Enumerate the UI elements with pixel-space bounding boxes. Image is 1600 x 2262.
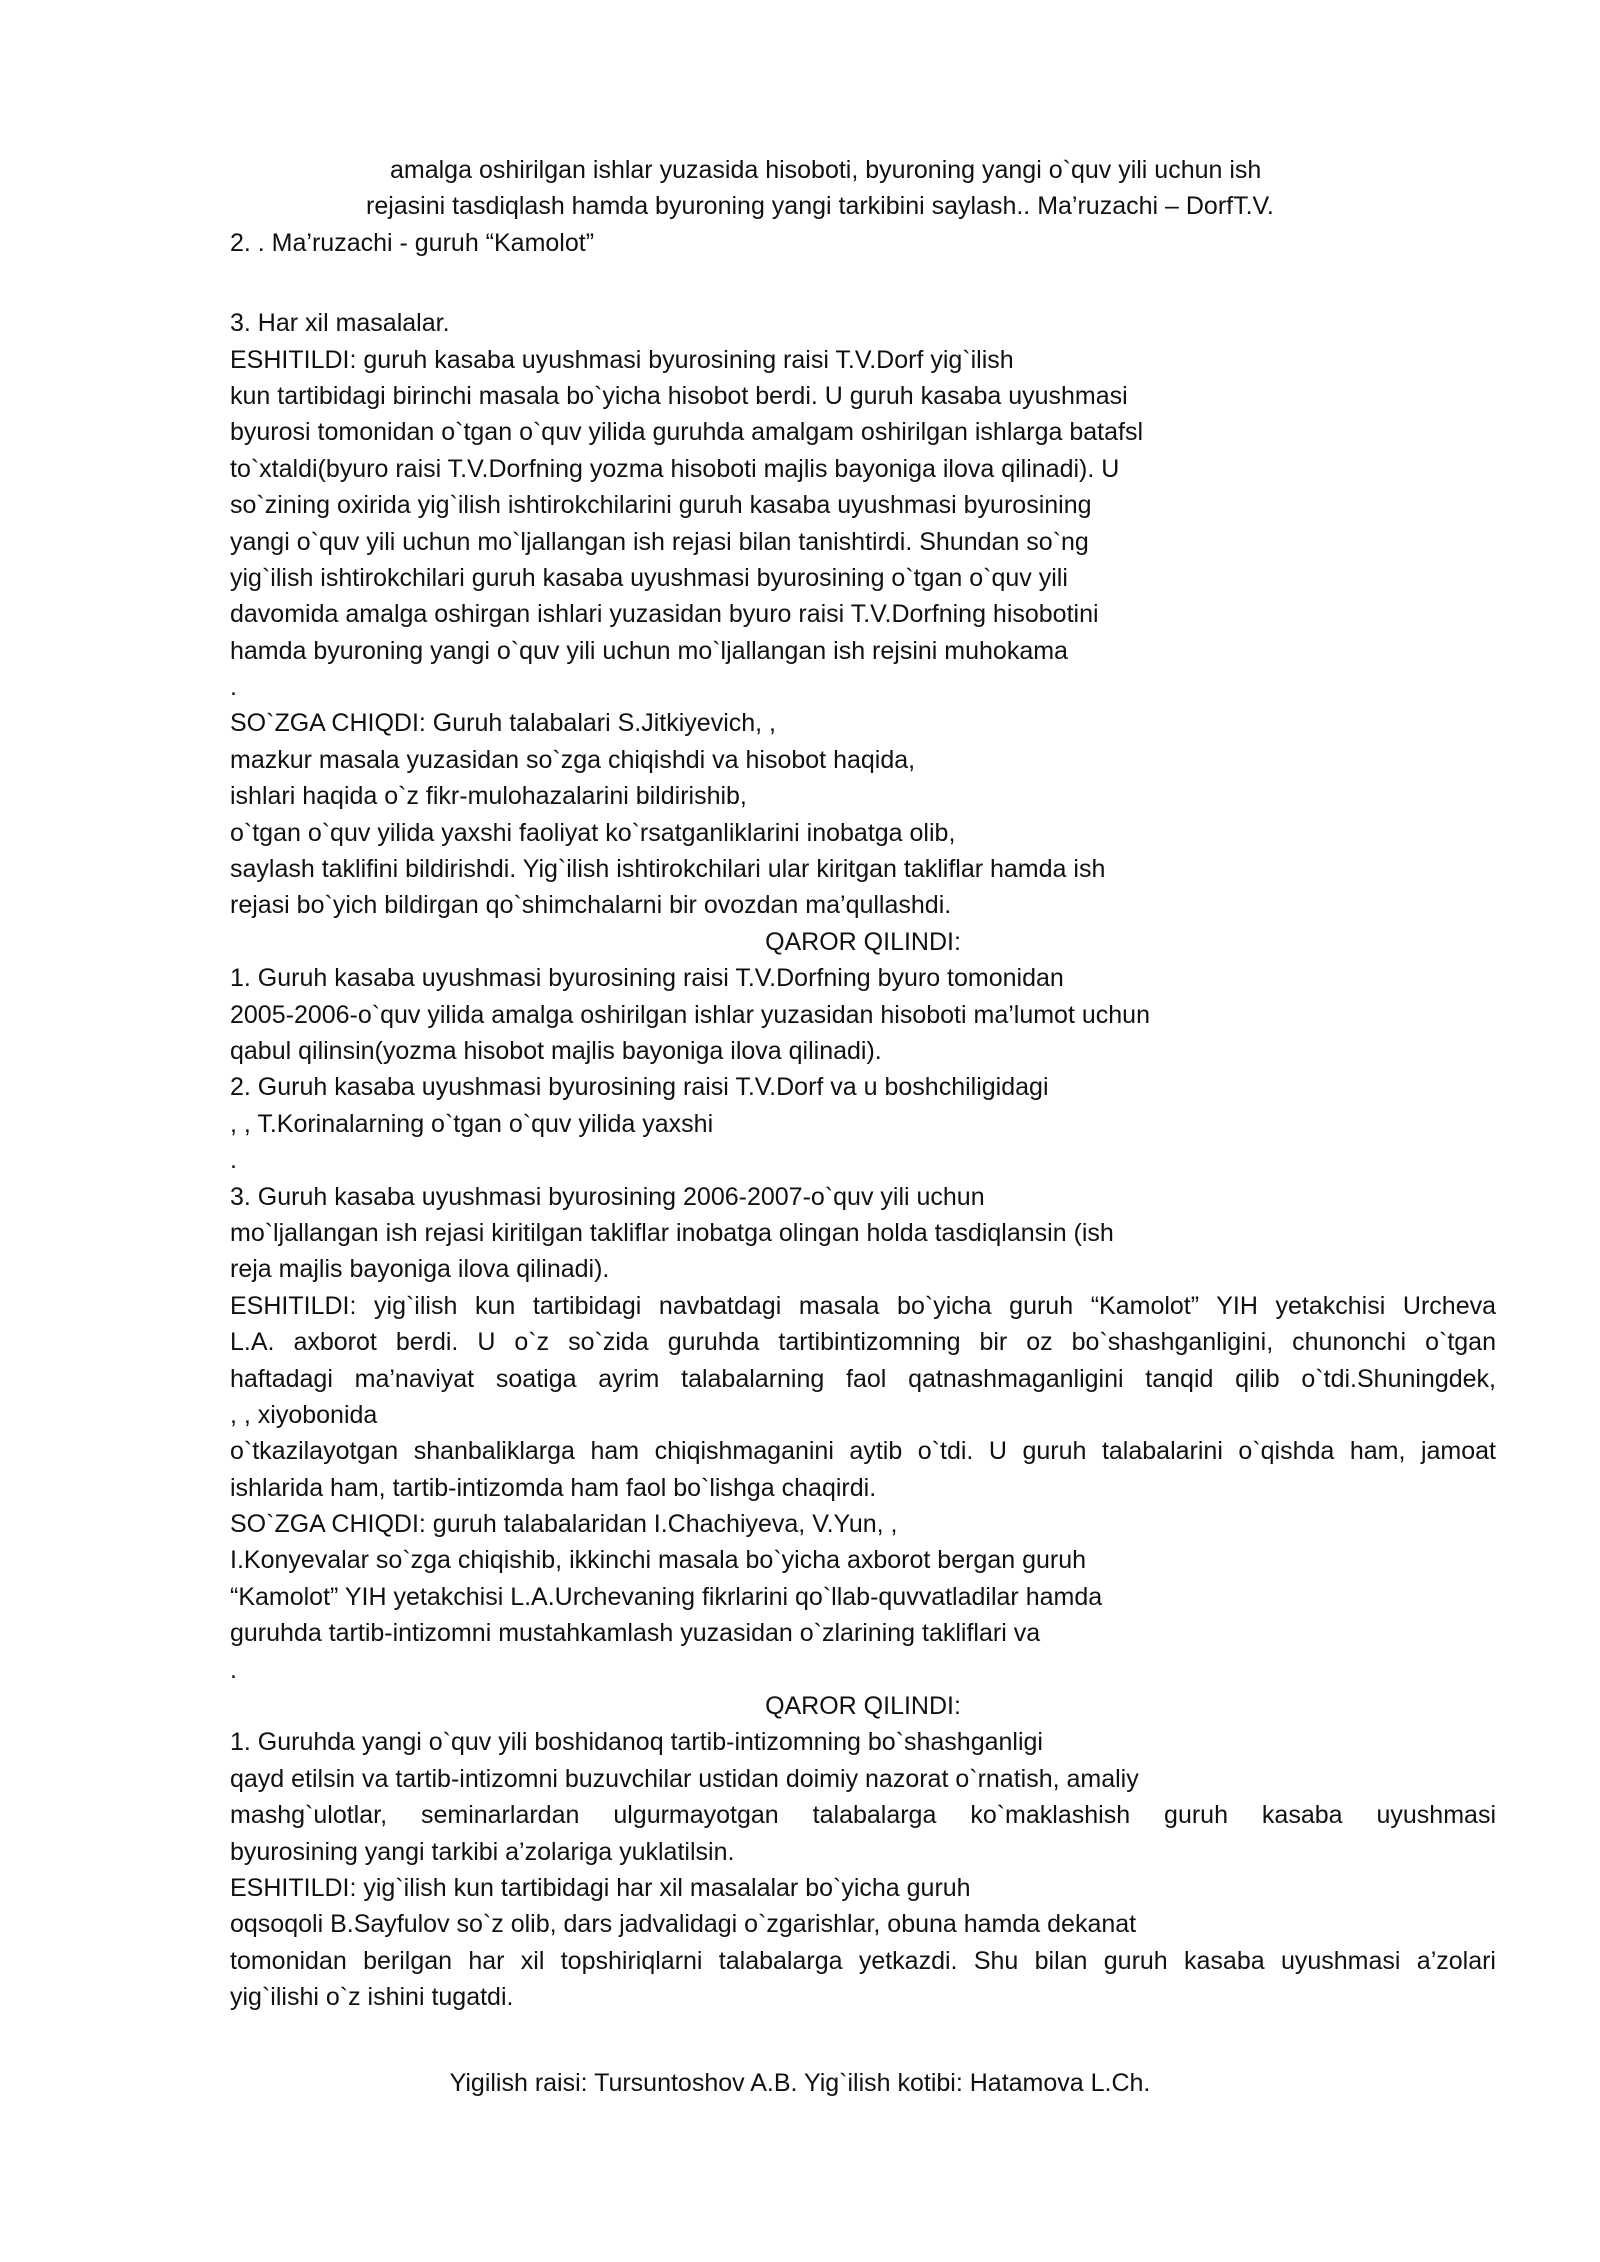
text-line: yig`ilishi o`z ishini tugatdi.	[230, 1983, 514, 2012]
paragraph-gap	[230, 261, 1496, 305]
text-line: mo`ljallangan ish rejasi kiritilgan takliflar inobatga olingan holda tasdiqlansin (ish	[230, 1218, 1114, 1247]
text-line: byurosi tomonidan o`tgan o`quv yilida guruhda amalgam oshirilgan ishlarga batafsl	[230, 418, 1144, 447]
text-line: haftadagi ma’naviyat soatiga ayrim talabalarning faol qatnashmaganligini tanqid qilib o`tdi.Shuningdek,	[230, 1364, 1496, 1393]
text-line: , , xiyobonida	[230, 1400, 378, 1429]
text-line: ishlarida ham, tartib-intizomda ham faol bo`lishga chaqirdi.	[230, 1473, 877, 1502]
text-line: byurosining yangi tarkibi a’zolariga yuklatilsin.	[230, 1837, 735, 1866]
text-line: 1. Guruhda yangi o`quv yili boshidanoq tartib-intizomning bo`shashganligi	[230, 1728, 1043, 1757]
text-line: to`xtaldi(byuro raisi T.V.Dorfning yozma hisoboti majlis bayoniga ilova qilinadi). U	[230, 454, 1120, 483]
decision-2	[230, 1724, 1496, 2015]
text-line: 1. Guruh kasaba uyushmasi byurosining raisi T.V.Dorfning byuro tomonidan	[230, 964, 1064, 993]
text-line: qabul qilinsin(yozma hisobot majlis bayoniga ilova qilinadi).	[230, 1036, 882, 1065]
document-body	[230, 152, 1496, 2016]
text-line: o`tkazilayotgan shanbaliklarga ham chiqishmaganini aytib o`tdi. U guruh talabalarini o`qishda ham, jamoat	[230, 1437, 1496, 1466]
text-line: .	[230, 1146, 237, 1175]
decision-heading: QAROR QILINDI:	[765, 1692, 961, 1721]
text-line: SO`ZGA CHIQDI: guruh talabalaridan I.Chachiyeva, V.Yun, ,	[230, 1510, 898, 1539]
text-line: davomida amalga oshirgan ishlari yuzasidan byuro raisi T.V.Dorfning hisobotini	[230, 600, 1099, 629]
text-line: L.A. axborot berdi. U o`z so`zida guruhda tartibintizomning bir oz bo`shashganligini, chunonchi o`tgan	[230, 1328, 1496, 1357]
text-line: 2005-2006-o`quv yilida amalga oshirilgan ishlar yuzasidan hisoboti ma’lumot uchun	[230, 1000, 1150, 1029]
text-line: ESHITILDI: yig`ilish kun tartibidagi navbatdagi masala bo`yicha guruh “Kamolot” YIH yetakchisi Urcheva	[230, 1291, 1496, 1320]
text-line: 3. Guruh kasaba uyushmasi byurosining 2006-2007-o`quv yili uchun	[230, 1182, 985, 1211]
section-2	[230, 1288, 1496, 1688]
text-line: hamda byuroning yangi o`quv yili uchun mo`ljallangan ish rejsini muhokama	[230, 636, 1068, 665]
text-line: yig`ilish ishtirokchilari guruh kasaba uyushmasi byurosining o`tgan o`quv yili	[230, 563, 1068, 592]
agenda-line: 2. . Ma’ruzachi - guruh “Kamolot”	[230, 228, 595, 257]
text-line: tomonidan berilgan har xil topshiriqlarni talabalarga yetkazdi. Shu bilan guruh kasaba uyushmasi a’zolari	[230, 1946, 1496, 1975]
agenda-line: rejasini tasdiqlash hamda byuroning yangi tarkibini saylash.. Ma’ruzachi – DorfT.V.	[366, 192, 1274, 221]
decision-heading: QAROR QILINDI:	[765, 927, 961, 956]
text-line: ESHITILDI: yig`ilish kun tartibidagi har xil masalalar bo`yicha guruh	[230, 1873, 971, 1902]
text-line: .	[230, 1655, 237, 1684]
text-line: yangi o`quv yili uchun mo`ljallangan ish rejasi bilan tanishtirdi. Shundan so`ng	[230, 527, 1089, 556]
text-line: rejasi bo`yich bildirgan qo`shimchalarni bir ovozdan ma’qullashdi.	[230, 891, 952, 920]
text-line: mazkur masala yuzasidan so`zga chiqishdi va hisobot haqida,	[230, 745, 916, 774]
text-line: SO`ZGA CHIQDI: Guruh talabalari S.Jitkiyevich, ,	[230, 709, 776, 738]
text-line: so`zining oxirida yig`ilish ishtirokchilarini guruh kasaba uyushmasi byurosining	[230, 491, 1092, 520]
text-line: guruhda tartib-intizomni mustahkamlash yuzasidan o`zlarining takliflari va	[230, 1619, 1041, 1648]
section-1	[230, 305, 1496, 924]
signature-line: Yigilish raisi: Tursuntoshov A.B. Yig`ilish kotibi: Hatamova L.Ch.	[449, 2069, 1151, 2097]
text-line: qayd etilsin va tartib-intizomni buzuvchilar ustidan doimiy nazorat o`rnatish, amaliy	[230, 1764, 1139, 1793]
text-line: kun tartibidagi birinchi masala bo`yicha hisobot berdi. U guruh kasaba uyushmasi	[230, 381, 1128, 410]
text-line: “Kamolot” YIH yetakchisi L.A.Urchevaning fikrlarini qo`llab-quvvatladilar hamda	[230, 1582, 1103, 1611]
text-line: ishlari haqida o`z fikr-mulohazalarini bildirishib,	[230, 782, 747, 811]
text-line: o`tgan o`quv yilida yaxshi faoliyat ko`rsatganliklarini inobatga olib,	[230, 818, 956, 847]
text-line: , , T.Korinalarning o`tgan o`quv yilida yaxshi	[230, 1109, 714, 1138]
text-line: .	[230, 673, 237, 702]
decision-1	[230, 960, 1496, 1288]
text-line: saylash taklifini bildirishdi. Yig`ilish ishtirokchilari ular kiritgan takliflar hamda ish	[230, 855, 1106, 884]
text-line: reja majlis bayoniga ilova qilinadi).	[230, 1255, 610, 1284]
text-line: 3. Har xil masalalar.	[230, 309, 450, 338]
text-line: oqsoqoli B.Sayfulov so`z olib, dars jadvalidagi o`zgarishlar, obuna hamda dekanat	[230, 1910, 1137, 1939]
text-line: I.Konyevalar so`zga chiqishib, ikkinchi masala bo`yicha axborot bergan guruh	[230, 1546, 1087, 1575]
agenda-line: amalga oshirilgan ishlar yuzasida hisoboti, byuroning yangi o`quv yili uchun ish	[390, 156, 1262, 184]
text-line: mashg`ulotlar, seminarlardan ulgurmayotgan talabalarga ko`maklashish guruh kasaba uyushmasi	[230, 1801, 1496, 1830]
text-line: ESHITILDI: guruh kasaba uyushmasi byurosining raisi T.V.Dorf yig`ilish	[230, 345, 1014, 374]
text-line: 2. Guruh kasaba uyushmasi byurosining raisi T.V.Dorf va u boshchiligidagi	[230, 1073, 1049, 1102]
